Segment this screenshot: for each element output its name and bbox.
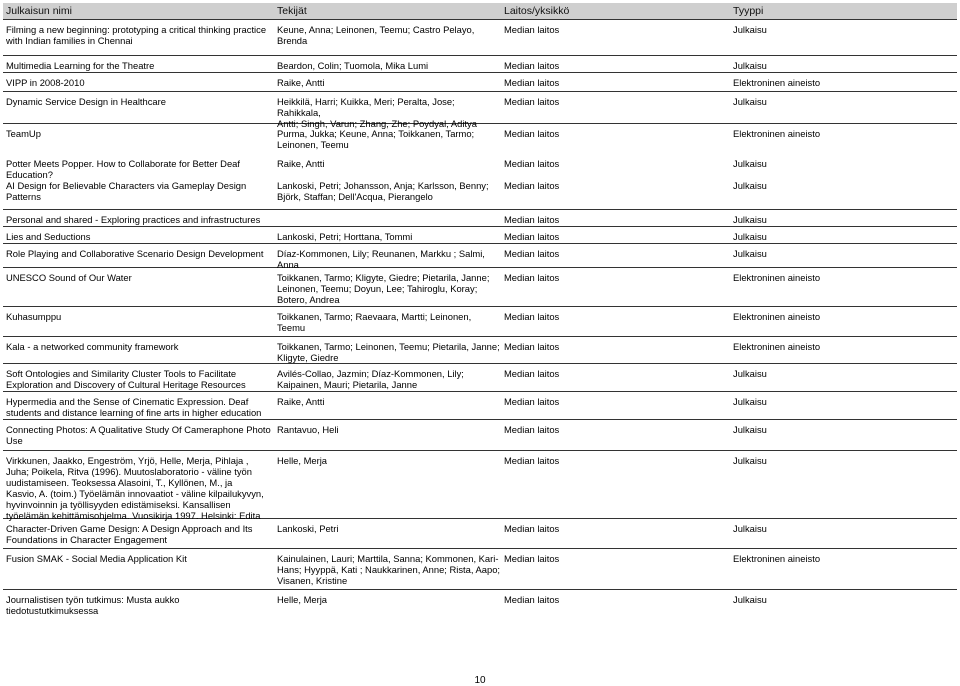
table-row — [3, 226, 957, 243]
header-unit: Laitos/yksikkö — [504, 5, 570, 17]
publication-name: Kuhasumppu — [6, 311, 62, 322]
publication-type: Julkaisu — [733, 214, 767, 225]
publication-authors: Keune, Anna; Leinonen, Teemu; Castro Pelayo, Brenda — [277, 24, 475, 46]
publication-unit: Median laitos — [504, 311, 560, 322]
publication-authors: Heikkilä, Harri; Kuikka, Meri; Peralta, Jose; Rahikkala, Antti; Singh, Varun; Zhang, Zhe; Poydyal, Aditya — [277, 96, 477, 129]
header-authors: Tekijät — [277, 5, 307, 17]
publication-authors: Díaz-Kommonen, Lily; Reunanen, Markku ; Salmi, Anna — [277, 248, 485, 270]
publication-name: Dynamic Service Design in Healthcare — [6, 96, 166, 107]
table-row — [3, 154, 957, 180]
publication-type: Julkaisu — [733, 455, 767, 466]
header-type: Tyyppi — [733, 5, 764, 17]
publication-type: Julkaisu — [733, 523, 767, 534]
publication-authors: Lankoski, Petri; Horttana, Tommi — [277, 231, 413, 242]
table-row — [3, 91, 957, 129]
publication-name: TeamUp — [6, 128, 41, 139]
publication-type: Julkaisu — [733, 96, 767, 107]
publication-name: Role Playing and Collaborative Scenario Design Development — [6, 248, 264, 259]
table-row — [3, 363, 957, 391]
publication-type: Julkaisu — [733, 368, 767, 379]
table-row — [3, 336, 957, 363]
publication-name: Virkkunen, Jaakko, Engeström, Yrjö, Helle, Merja, Pihlaja , Juha; Poikela, Ritva (1996). Muutoslaboratorio - väline työn uudistamiseen. Teoksessa Alasoini, T., Kyllönen, M., ja Kasvio, A. (toim.) Työelämän innovaatiot - väline kilpailukyvyn, hyvinvoinnin ja työllisyyden edistämiseksi. Kansallisen työelämän kehittämisohjelma. Vuosikirja 1997. Helsinki: Edita — [6, 455, 264, 521]
table-row — [3, 243, 957, 270]
publication-unit: Median laitos — [504, 158, 560, 169]
publication-authors: Lankoski, Petri — [277, 523, 339, 534]
table-header — [3, 3, 957, 19]
publication-type: Julkaisu — [733, 158, 767, 169]
table-row — [3, 518, 957, 548]
publication-type: Elektroninen aineisto — [733, 128, 821, 139]
table-body — [3, 19, 957, 626]
publication-authors: Toikkanen, Tarmo; Raevaara, Martti; Leinonen, Teemu — [277, 311, 472, 333]
table-row — [3, 589, 957, 626]
publication-type: Elektroninen aineisto — [733, 272, 821, 283]
publication-type: Julkaisu — [733, 248, 767, 259]
table-row — [3, 72, 957, 91]
publication-unit: Median laitos — [504, 248, 560, 259]
publication-unit: Median laitos — [504, 96, 560, 107]
publication-type: Julkaisu — [733, 180, 767, 191]
publication-name: Hypermedia and the Sense of Cinematic Expression. Deaf students and distance learning of fine arts in higher education — [6, 396, 262, 418]
publication-type: Julkaisu — [733, 594, 767, 605]
publication-name: Lies and Seductions — [6, 231, 91, 242]
publication-type: Julkaisu — [733, 24, 767, 35]
publication-name: VIPP in 2008-2010 — [6, 77, 85, 88]
publications-table — [3, 3, 957, 626]
header-name: Julkaisun nimi — [6, 5, 72, 17]
publication-type: Elektroninen aineisto — [733, 311, 821, 322]
publication-type: Elektroninen aineisto — [733, 553, 821, 564]
publication-name: Character-Driven Game Design: A Design Approach and Its Foundations in Character Engagement — [6, 523, 253, 545]
publication-name: Potter Meets Popper. How to Collaborate for Better Deaf Education? — [6, 158, 240, 180]
publication-unit: Median laitos — [504, 455, 560, 466]
publication-type: Julkaisu — [733, 396, 767, 407]
publication-unit: Median laitos — [504, 231, 560, 242]
publication-unit: Median laitos — [504, 272, 560, 283]
table-row — [3, 123, 957, 154]
publication-authors: Toikkanen, Tarmo; Kligyte, Giedre; Pietarila, Janne; Leinonen, Teemu; Doyun, Lee; Tahiroglu, Koray; Botero, Andrea — [277, 272, 490, 305]
publication-unit: Median laitos — [504, 341, 560, 352]
publication-name: Kala - a networked community framework — [6, 341, 179, 352]
table-row — [3, 176, 957, 209]
table-row — [3, 419, 957, 450]
publication-name: Multimedia Learning for the Theatre — [6, 60, 155, 71]
publication-name: Connecting Photos: A Qualitative Study Of Cameraphone Photo Use — [6, 424, 271, 446]
publication-name: AI Design for Believable Characters via Gameplay Design Patterns — [6, 180, 247, 202]
table-row — [3, 19, 957, 55]
publication-unit: Median laitos — [504, 24, 560, 35]
publication-type: Elektroninen aineisto — [733, 77, 821, 88]
table-row — [3, 267, 957, 306]
publication-unit: Median laitos — [504, 214, 560, 225]
publication-authors: Lankoski, Petri; Johansson, Anja; Karlsson, Benny; Björk, Staffan; Dell'Acqua, Pierangelo — [277, 180, 489, 202]
publication-authors: Raike, Antti — [277, 396, 325, 407]
page-number: 10 — [474, 675, 486, 686]
publication-name: Filming a new beginning: prototyping a critical thinking practice with Indian families in Chennai — [6, 24, 267, 46]
publication-name: UNESCO Sound of Our Water — [6, 272, 132, 283]
publication-type: Julkaisu — [733, 60, 767, 71]
table-row — [3, 548, 957, 589]
publication-authors: Rantavuo, Heli — [277, 424, 339, 435]
table-row — [3, 306, 957, 336]
publication-name: Personal and shared - Exploring practices and infrastructures — [6, 214, 261, 225]
publication-unit: Median laitos — [504, 553, 560, 564]
publication-authors: Helle, Merja — [277, 594, 328, 605]
table-row — [3, 209, 957, 226]
publication-authors: Purma, Jukka; Keune, Anna; Toikkanen, Tarmo; Leinonen, Teemu — [277, 128, 475, 150]
publication-authors: Kainulainen, Lauri; Marttila, Sanna; Kommonen, Kari- Hans; Hyyppä, Kati ; Naukkarinen, Anne; Rista, Aapo; Visanen, Kristine — [277, 553, 501, 586]
publication-unit: Median laitos — [504, 180, 560, 191]
publication-unit: Median laitos — [504, 128, 560, 139]
publication-authors: Toikkanen, Tarmo; Leinonen, Teemu; Pietarila, Janne; Kligyte, Giedre — [277, 341, 500, 363]
publication-authors: Avilés-Collao, Jazmin; Díaz-Kommonen, Lily; Kaipainen, Mauri; Pietarila, Janne — [277, 368, 464, 390]
publication-unit: Median laitos — [504, 523, 560, 534]
publication-type: Elektroninen aineisto — [733, 341, 821, 352]
table-row — [3, 55, 957, 72]
publication-name: Fusion SMAK - Social Media Application Kit — [6, 553, 187, 564]
table-row — [3, 391, 957, 419]
publication-unit: Median laitos — [504, 396, 560, 407]
publication-authors: Helle, Merja — [277, 455, 328, 466]
publication-authors: Raike, Antti — [277, 158, 325, 169]
publication-unit: Median laitos — [504, 368, 560, 379]
publication-authors: Raike, Antti — [277, 77, 325, 88]
publication-authors: Beardon, Colin; Tuomola, Mika Lumi — [277, 60, 429, 71]
publication-unit: Median laitos — [504, 424, 560, 435]
publication-name: Soft Ontologies and Similarity Cluster Tools to Facilitate Exploration and Discovery of Cultural Heritage Resources — [6, 368, 246, 390]
publication-unit: Median laitos — [504, 77, 560, 88]
publication-unit: Median laitos — [504, 594, 560, 605]
publication-name: Journalistisen työn tutkimus: Musta aukko tiedotustutkimuksessa — [6, 594, 180, 616]
publication-type: Julkaisu — [733, 231, 767, 242]
publication-type: Julkaisu — [733, 424, 767, 435]
publication-unit: Median laitos — [504, 60, 560, 71]
table-row — [3, 450, 957, 521]
